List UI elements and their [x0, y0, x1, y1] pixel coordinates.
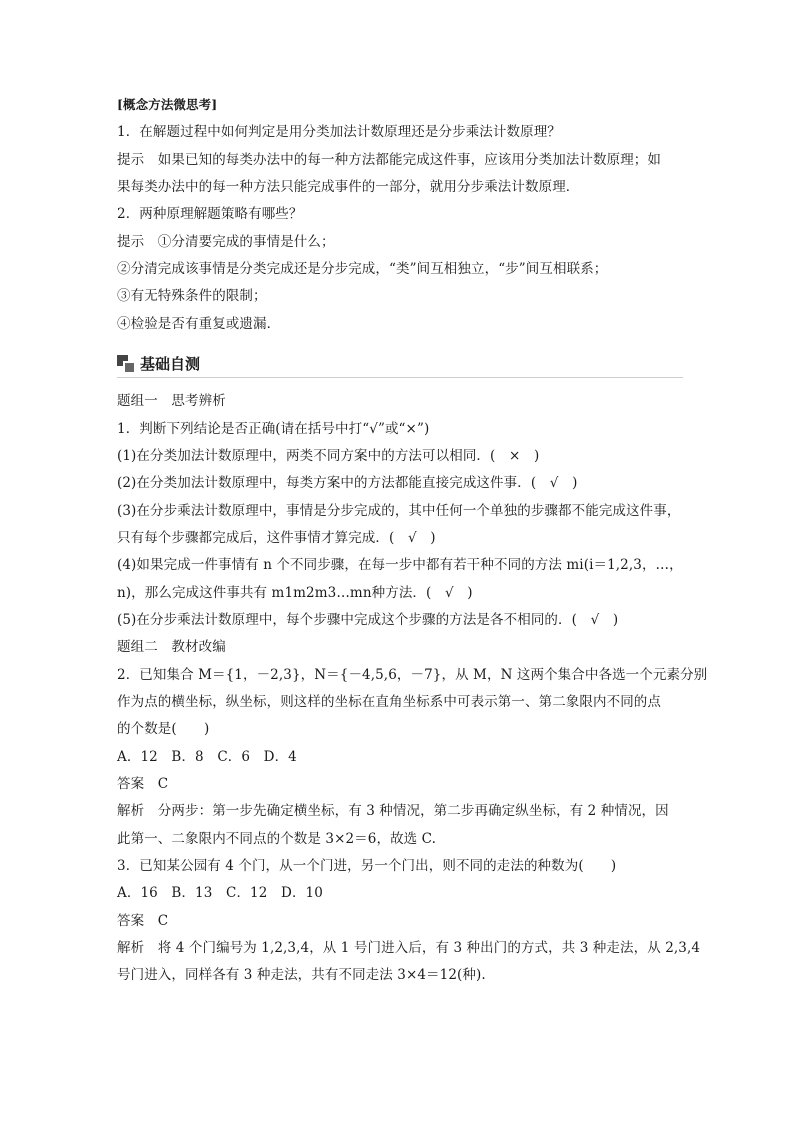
- section-divider: [117, 377, 683, 378]
- section-heading: [117, 353, 200, 373]
- problem-1-item-5: (5)在分步乘法计数原理中，每个步骤中完成这个步骤的方法是各不相同的．( √ ): [117, 612, 619, 628]
- question-1-hint-line-2: 果每类办法中的每一种方法只能完成事件的一部分，就用分步乘法计数原理．: [117, 179, 580, 195]
- question-2-hint-4: ④检验是否有重复或遗漏．: [117, 316, 281, 332]
- problem-2-line-1: 2．已知集合 M＝{1，－2,3}，N＝{－4,5,6，－7}，从 M，N 这两个集合中各选一个元素分别: [117, 667, 708, 683]
- concept-header: [概念方法微思考]: [117, 97, 218, 112]
- question-2-hint-3: ③有无特殊条件的限制；: [117, 288, 267, 304]
- problem-1-item-1: (1)在分类加法计数原理中，两类不同方案中的方法可以相同．( × ): [117, 448, 540, 464]
- section-title: 基础自测: [140, 354, 201, 373]
- square-bullet-icon: [117, 355, 134, 372]
- problem-2-analysis-1: 解析 分两步：第一步先确定横坐标，有 3 种情况，第二步再确定纵坐标，有 2 种情况，因: [117, 803, 669, 819]
- question-2-hint-2: ②分清完成该事情是分类完成还是分步完成，“类”间互相独立，“步”间互相联系；: [117, 261, 608, 277]
- problem-2-options: A．12 B．8 C．6 D．4: [117, 749, 297, 765]
- problem-3-answer: 答案 C: [117, 913, 169, 929]
- group-2-title: 题组二 教材改编: [117, 639, 226, 655]
- problem-3-stem: 3．已知某公园有 4 个门，从一个门进，另一个门出，则不同的走法的种数为( ): [117, 858, 617, 874]
- group-1-title: 题组一 思考辨析: [117, 393, 226, 409]
- problem-3-analysis-1: 解析 将 4 个门编号为 1,2,3,4，从 1 号门进入后，有 3 种出门的方式，共 3 种走法，从 2,3,4: [117, 940, 701, 956]
- problem-1-stem: 1．判断下列结论是否正确(请在括号中打“√”或“×”): [117, 421, 430, 437]
- problem-2-line-3: 的个数是( ): [117, 721, 210, 737]
- problem-1-item-2: (2)在分类加法计数原理中，每类方案中的方法都能直接完成这件事．( √ ): [117, 475, 578, 491]
- problem-1-item-4: (4)如果完成一件事情有 n 个不同步骤，在每一步中都有若干种不同的方法 mi(i＝1,2,3，…，: [117, 557, 683, 573]
- problem-3-options: A．16 B．13 C．12 D．10: [117, 885, 323, 901]
- problem-2-answer: 答案 C: [117, 776, 169, 792]
- question-1: 1．在解题过程中如何判定是用分类加法计数原理还是分步乘法计数原理？: [117, 124, 561, 140]
- question-1-hint-line-1: 提示 如果已知的每类办法中的每一种方法都能完成这件事，应该用分类加法计数原理；如: [117, 152, 661, 168]
- question-2-hint-1: 提示 ①分清要完成的事情是什么；: [117, 234, 335, 250]
- problem-3-analysis-2: 号门进入，同样各有 3 种走法，共有不同走法 3×4＝12(种).: [117, 967, 486, 983]
- problem-1-item-3-cont: 只有每个步骤都完成后，这件事情才算完成．( √ ): [117, 530, 436, 546]
- problem-1-item-4-cont: n)，那么完成这件事共有 m1m2m3…mn种方法．( √ ): [117, 585, 473, 601]
- problem-2-analysis-2: 此第一、二象限内不同点的个数是 3×2＝6，故选 C.: [117, 831, 436, 847]
- problem-1-item-3: (3)在分步乘法计数原理中，事情是分步完成的，其中任何一个单独的步骤都不能完成这件事，: [117, 503, 681, 519]
- question-2: 2．两种原理解题策略有哪些？: [117, 206, 303, 222]
- problem-2-line-2: 作为点的横坐标，纵坐标，则这样的坐标在直角坐标系中可表示第一、第二象限内不同的点: [117, 694, 661, 710]
